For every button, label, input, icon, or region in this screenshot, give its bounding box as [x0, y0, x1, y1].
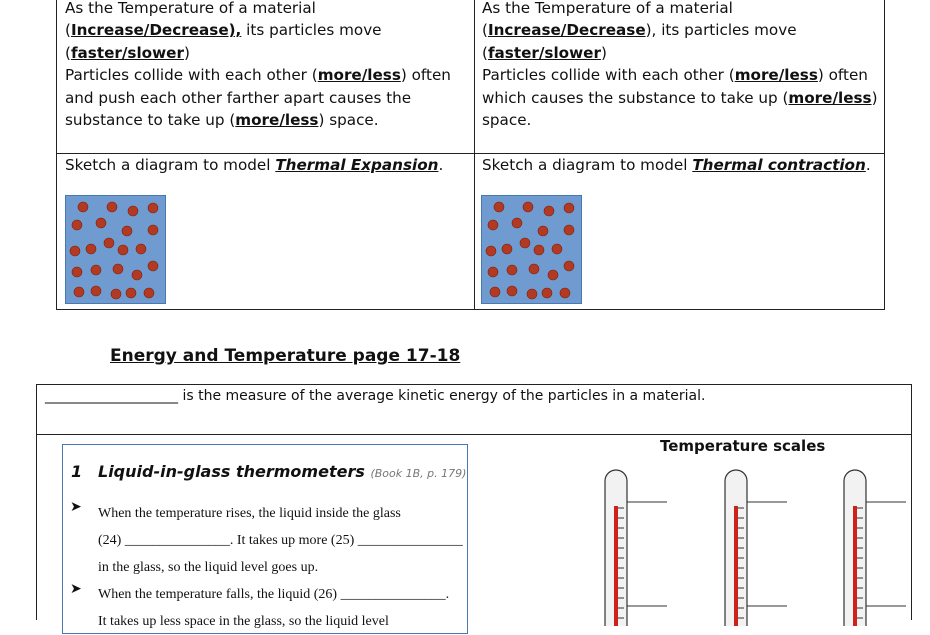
particle-model-contraction [481, 195, 582, 304]
particle-model-expansion [65, 195, 166, 304]
increase-decrease-choice: Increase/Decrease [487, 21, 646, 40]
bullet-icon: ➤ [70, 500, 82, 515]
book-bullet-1: When the temperature rises, the liquid inside the glass (24) _______________. It takes up more (25) _______________ in the glass, so the liquid level goes up. [98, 506, 463, 575]
thermometer-3 [829, 466, 911, 626]
thermometer-1 [590, 466, 680, 626]
definition-row: ___________________ is the measure of the average kinetic energy of the particles in a material. [45, 388, 706, 404]
more-less-choice: more/less [235, 111, 319, 130]
book-section-number: 1 [71, 462, 83, 481]
book-reference: (Book 1B, p. 179) [370, 467, 467, 480]
more-less-choice: more/less [734, 66, 818, 85]
sketch-contraction-prompt: Sketch a diagram to model Thermal contraction. [482, 156, 871, 174]
temperature-scales-title: Temperature scales [660, 437, 826, 455]
section-heading: Energy and Temperature page 17-18 [110, 346, 461, 366]
book-section-title: Liquid-in-glass thermometers (Book 1B, p. 179) [98, 462, 467, 481]
sketch-expansion-prompt: Sketch a diagram to model Thermal Expansion. [65, 156, 444, 174]
book-bullet-2: When the temperature falls, the liquid (26) _______________. It takes up less space in the glass, so the liquid level [98, 587, 450, 629]
increase-decrease-choice: Increase/Decrease), [70, 21, 242, 40]
faster-slower-choice: faster/slower [487, 43, 601, 62]
more-less-choice: more/less [317, 66, 401, 85]
contraction-description: As the Temperature of a material (Increase/Decrease), its particles move (faster/slower) Particles collide with each other (more/less) often which causes the substance to take up (more/less) space. [482, 0, 878, 130]
faster-slower-choice: faster/slower [70, 43, 184, 62]
expansion-description: As the Temperature of a material (Increase/Decrease), its particles move (faster/slower) Particles collide with each other (more/less) often and push each other farther apart causes the substance to take up (more/less) space. [65, 0, 451, 130]
bullet-icon: ➤ [70, 582, 82, 597]
more-less-choice: more/less [788, 88, 872, 107]
thermometer-2 [710, 466, 800, 626]
